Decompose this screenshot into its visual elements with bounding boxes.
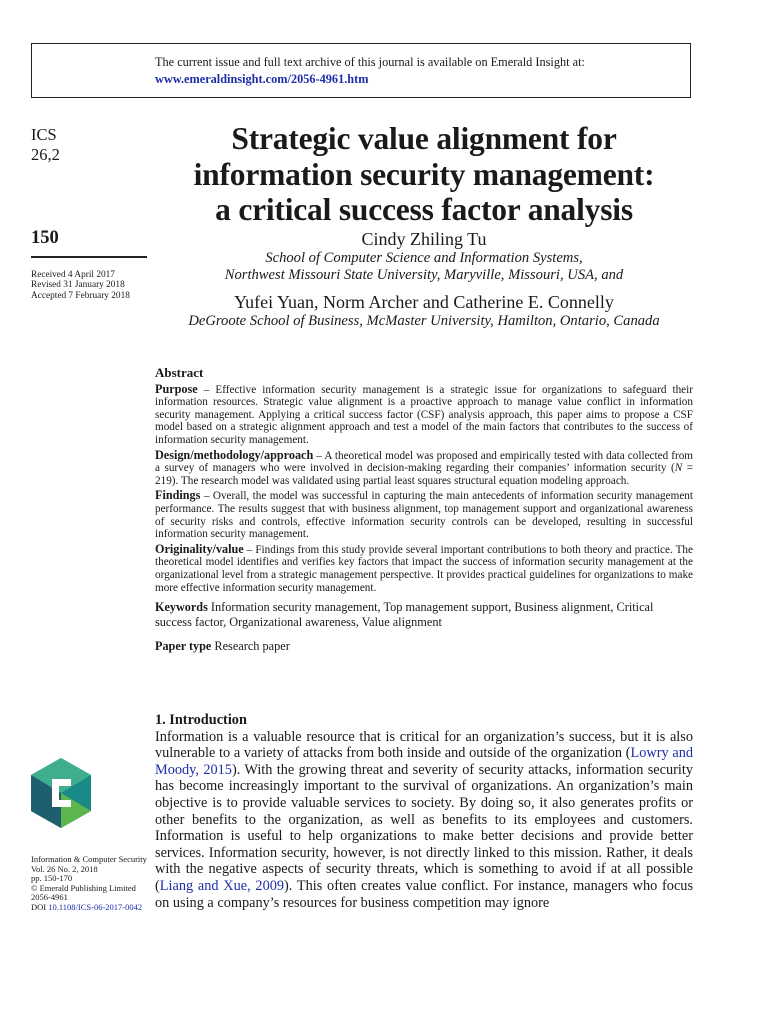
paper-type-text: Research paper (211, 639, 290, 654)
introduction-heading: 1. Introduction (155, 712, 247, 728)
author-first-affiliation-1: School of Computer Science and Information Systems, (265, 250, 583, 266)
accepted-date: Accepted 7 February 2018 (31, 290, 130, 301)
author-group-affiliation: DeGroote School of Business, McMaster University, Hamilton, Ontario, Canada (188, 313, 660, 329)
design-text-1: – A theoretical model was proposed and empirically tested with data collected from a survey of managers who were involved in decision-making regarding their companies’ information security ( (155, 449, 693, 475)
journal-code (31, 125, 60, 165)
publication-info (31, 855, 151, 913)
citation-liang-xue[interactable]: Liang and Xue, 2009 (159, 877, 285, 894)
purpose-text: – Effective information security management is a strategic issue for organizations to safeguard their information resources. Strategic value alignment is a proactive approach to manage value conflict in information security management. Applying a critical success factor (CSF) analysis approach, this paper aims to propose a CSF model based on a strategic alignment approach and test a model of the main factors that contributes to the success of information security management. (155, 383, 693, 446)
issn: 2056-4961 (31, 892, 68, 903)
abstract-purpose (155, 383, 693, 447)
volume-info: Vol. 26 No. 2, 2018 (31, 863, 98, 874)
abstract-originality (155, 543, 693, 594)
introduction-section (155, 712, 693, 911)
journal-volume-issue: 26,2 (31, 145, 60, 164)
abstract-design (155, 449, 693, 488)
purpose-label: Purpose (155, 381, 198, 396)
intro-text-1: Information is a valuable resource that is critical for an organization’s success, but it is also vulnerable to a variety of attacks from both inside and outside of the organization ( (155, 728, 693, 762)
page-number: 150 (31, 228, 59, 248)
originality-text: – Findings from this study provide several important contributions to both theory and practice. The theoretical model identifies and verifies key factors that impact the success of information security management at the organizational level from a strategic management perspective. It provides practical guidelines for organizations to make more effective information security management. (155, 543, 693, 594)
citation-lowry-moody[interactable]: Lowry and Moody, 2015 (155, 745, 693, 778)
author-group: Yufei Yuan, Norm Archer and Catherine E. Connelly (234, 292, 614, 312)
paper-type-label: Paper type (155, 639, 212, 654)
article-title (150, 121, 698, 228)
revised-date: Revised 31 January 2018 (31, 280, 125, 291)
doi-label: DOI (31, 901, 49, 912)
intro-text-2: ). With the growing threat and severity of security attacks, information security has become increasingly important to the survival of organizations. An organization’s main objective is to provide valuable services to society. By doing so, it also generates profits or other benefits to the organization, as well as benefits to its employees and customers. Information is useful to help organizations to make better decisions and provide better services. Information security, however, is not directly linked to this mission. Rather, it deals with the negative aspects of security threats, which is something to avoid if at all possible ( (155, 761, 693, 894)
page-range: pp. 150-170 (31, 873, 73, 884)
journal-name: Information & Computer Security (31, 854, 147, 864)
title-line-1: Strategic value alignment for (231, 121, 617, 156)
journal-url-link[interactable]: www.emeraldinsight.com/2056-4961.htm (155, 72, 369, 86)
design-text-2: = 219). The research model was validated using partial least squares structural equation modeling approach. (155, 462, 693, 487)
abstract-heading: Abstract (155, 365, 204, 380)
emerald-logo-icon (30, 757, 92, 829)
introduction-body (155, 729, 693, 912)
intro-text-3: ). This often creates value conflict. For instance, managers who focus on using a company’s resources for business competition may ignore (155, 877, 694, 911)
page-number-rule (31, 256, 147, 258)
doi-link[interactable]: 10.1108/ICS-06-2017-0042 (48, 901, 143, 912)
design-n-symbol: N (674, 462, 683, 475)
abstract (155, 367, 693, 655)
archive-notice-text: The current issue and full text archive of this journal is available on Emerald Insight at: (155, 55, 585, 69)
originality-label: Originality/value (155, 541, 244, 556)
doi (31, 903, 151, 913)
author-first: Cindy Zhiling Tu (361, 229, 487, 249)
title-line-3: a critical success factor analysis (215, 192, 633, 227)
keywords-label: Keywords (155, 600, 208, 615)
keywords (155, 600, 693, 630)
journal-abbrev: ICS (31, 125, 57, 144)
journal-archive-notice (31, 43, 691, 98)
received-date: Received 4 April 2017 (31, 270, 115, 280)
findings-text: – Overall, the model was successful in capturing the main antecedents of information security management performance. The results suggest that with business alignment, top management support and organizational awareness of security risks and controls, effective information security controls can be developed, resulting in successful information security management. (155, 490, 693, 541)
author-first-affiliation-2: Northwest Missouri State University, Maryville, Missouri, USA, and (224, 267, 624, 283)
title-line-2: information security management: (193, 156, 655, 192)
design-label: Design/methodology/approach (155, 447, 314, 462)
copyright: © Emerald Publishing Limited (31, 882, 136, 893)
keywords-text: Information security management, Top management support, Business alignment, Critical success factor, Organizational awareness, Value alignment (155, 600, 654, 630)
paper-type (155, 640, 693, 653)
abstract-findings (155, 489, 693, 540)
article-history (31, 270, 130, 301)
findings-label: Findings (155, 488, 201, 503)
